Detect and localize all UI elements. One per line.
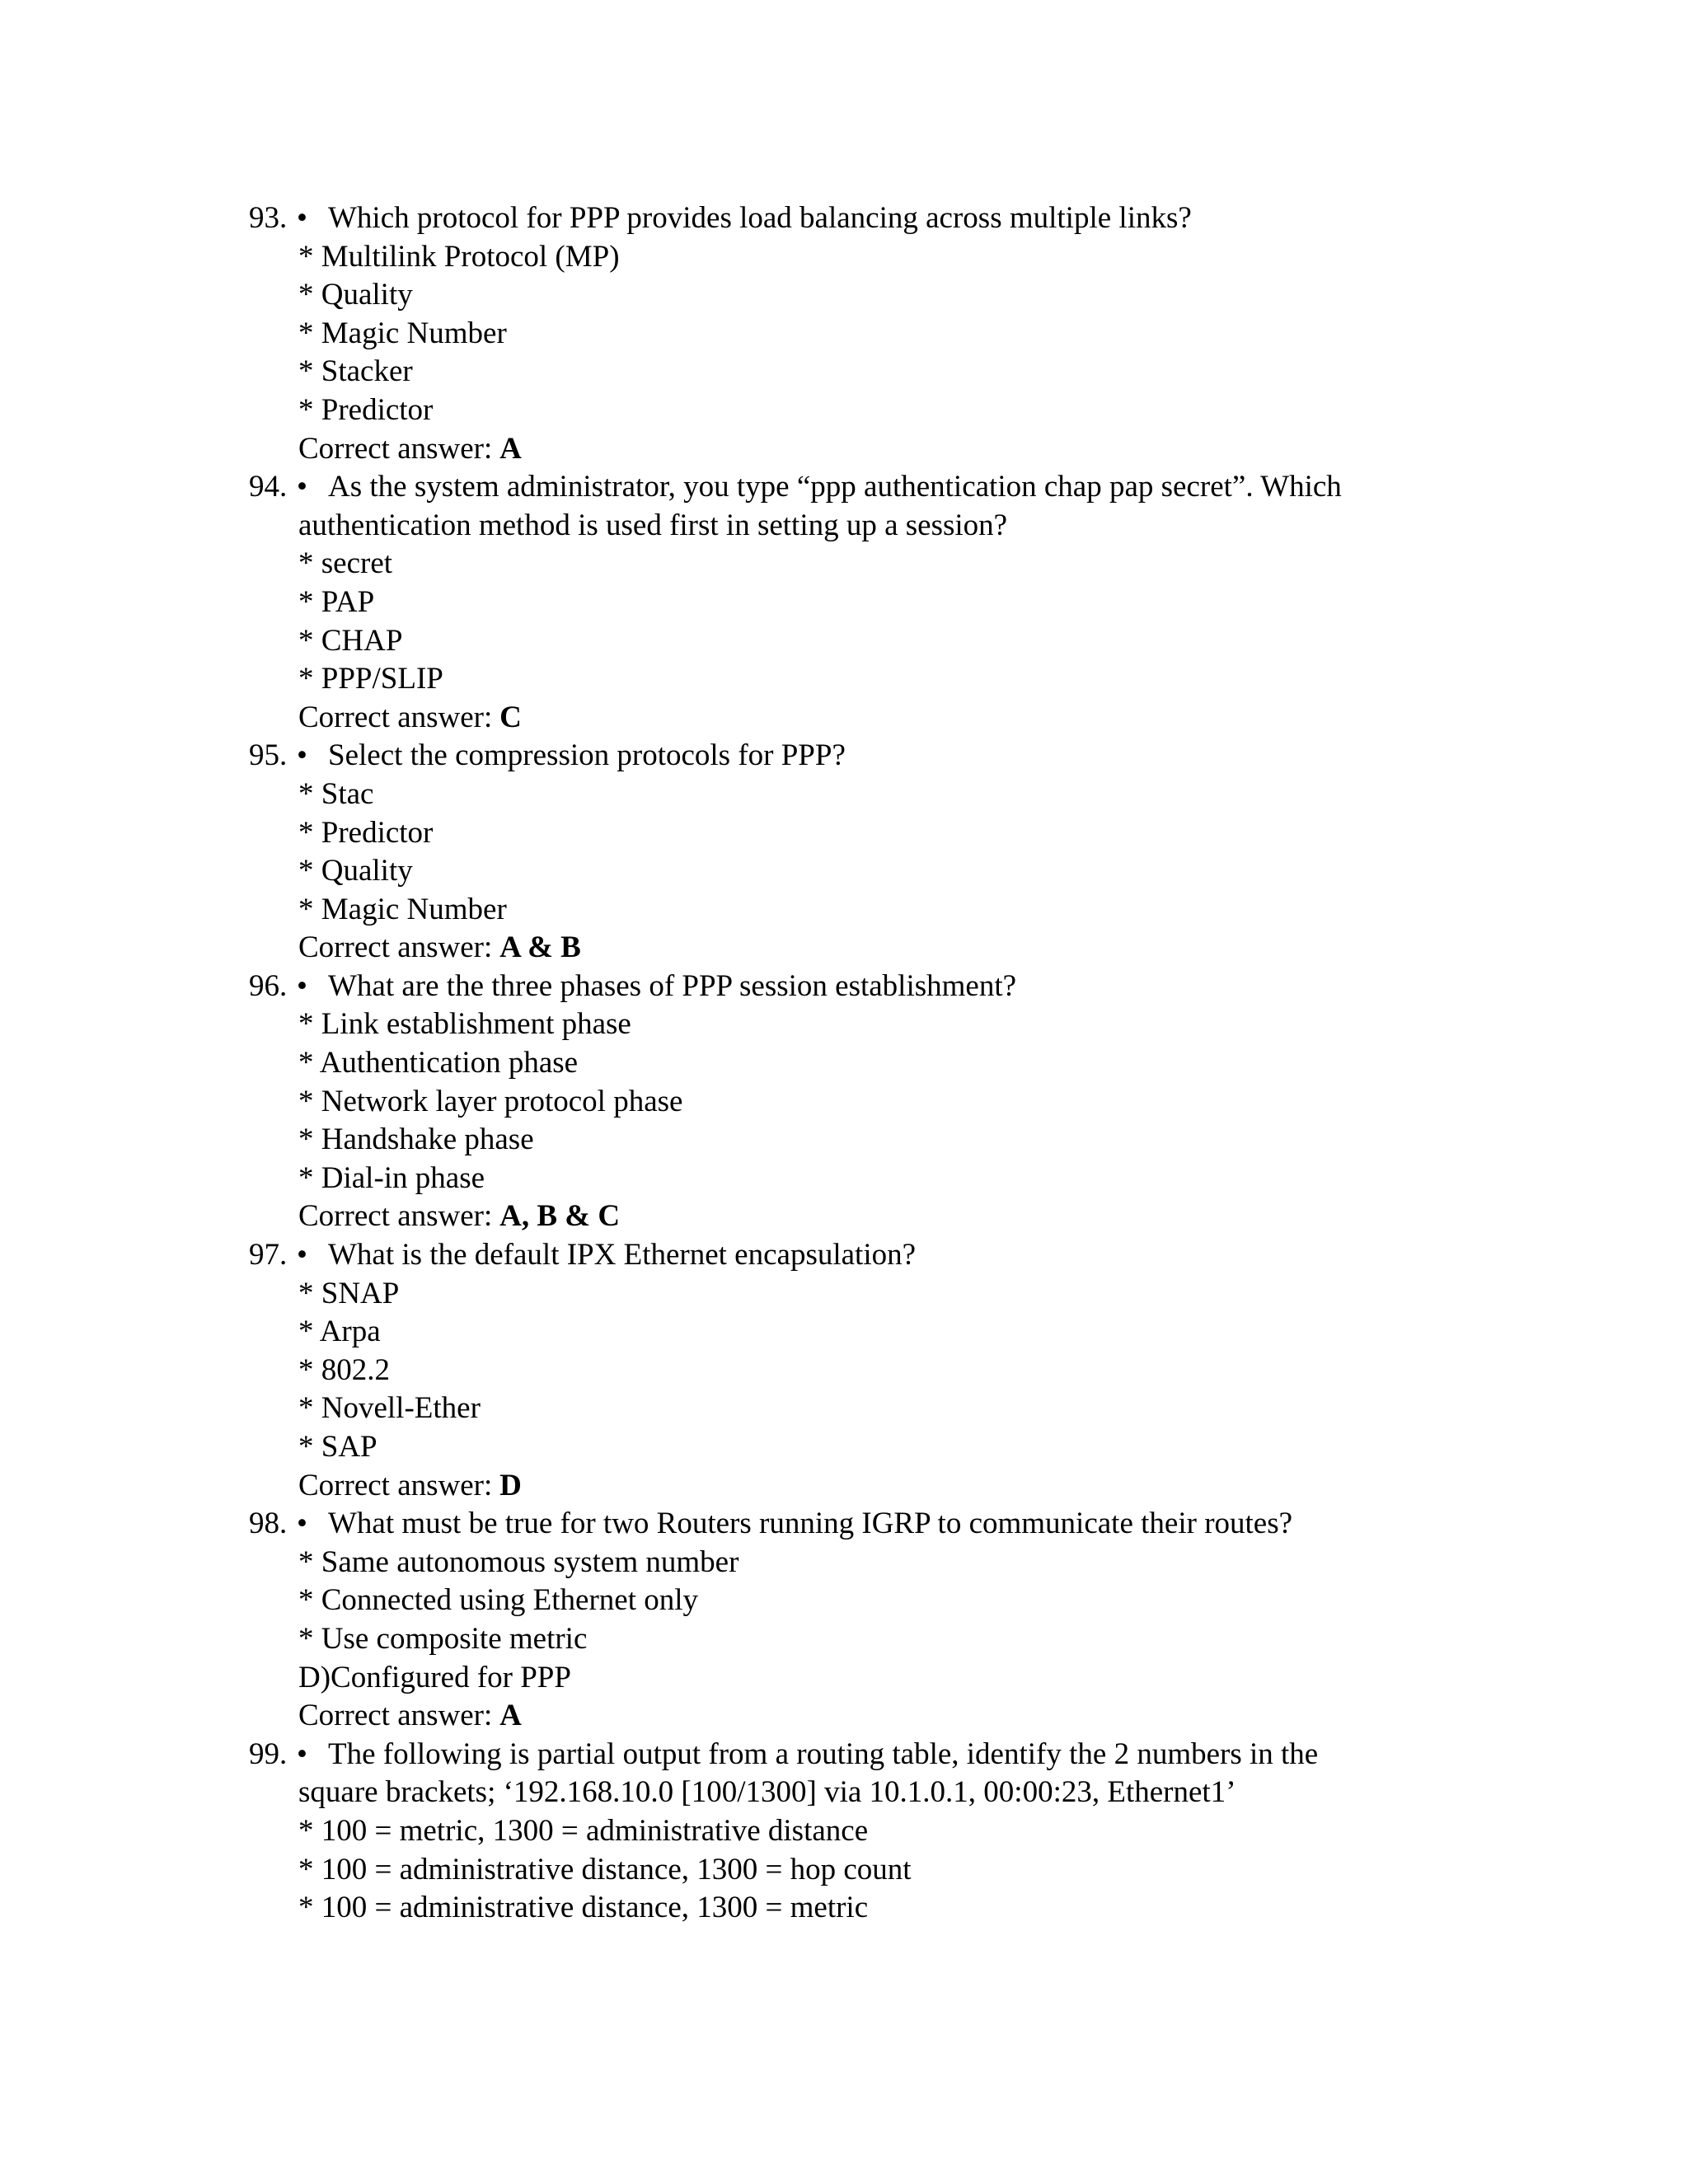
- correct-answer-value: A: [499, 431, 522, 466]
- answer-option: * PPP/SLIP: [298, 662, 443, 696]
- question-text: The following is partial output from a routing table, identify the 2 numbers in the: [328, 1736, 1319, 1771]
- answer-option: * Magic Number: [298, 892, 507, 926]
- correct-answer-line: [0, 430, 1688, 469]
- question-row-93: [0, 199, 1688, 238]
- question-text: Select the compression protocols for PPP?: [328, 738, 846, 773]
- answer-option: * Same autonomous system number: [298, 1544, 739, 1579]
- question-number: 94.: [249, 470, 288, 504]
- question-row-97: [0, 1236, 1688, 1275]
- correct-answer-line: [0, 1197, 1688, 1236]
- correct-answer-label: Correct answer:: [298, 1199, 493, 1234]
- question-number: 93.: [249, 201, 288, 235]
- correct-answer-label: Correct answer:: [298, 930, 493, 965]
- answer-option: * SAP: [298, 1430, 377, 1464]
- question-row-95: [0, 737, 1688, 776]
- answer-option: * PAP: [298, 584, 375, 619]
- correct-answer-value: C: [499, 700, 522, 734]
- question-row-98: [0, 1505, 1688, 1544]
- answer-option: * Stac: [298, 776, 374, 811]
- correct-answer-value: A & B: [499, 930, 581, 965]
- question-row-94: [0, 468, 1688, 507]
- correct-answer-value: A: [499, 1699, 522, 1733]
- answer-option: * SNAP: [298, 1276, 400, 1310]
- correct-answer-line: [0, 699, 1688, 738]
- question-text: Which protocol for PPP provides load balancing across multiple links?: [328, 201, 1192, 235]
- question-number: 95.: [249, 738, 288, 773]
- answer-option: * Multilink Protocol (MP): [298, 239, 620, 274]
- question-text-continued: square brackets; ‘192.168.10.0 [100/1300] via 10.1.0.1, 00:00:23, Ethernet1’: [298, 1775, 1236, 1810]
- question-text: What are the three phases of PPP session establishment?: [328, 968, 1017, 1003]
- bullet-icon: •: [297, 738, 307, 773]
- question-number: 97.: [249, 1238, 288, 1272]
- answer-option: * 802.2: [298, 1352, 390, 1387]
- question-text: What is the default IPX Ethernet encapsulation?: [328, 1238, 917, 1272]
- answer-option: * Arpa: [298, 1315, 381, 1349]
- question-number: 99.: [249, 1736, 288, 1771]
- answer-option: * CHAP: [298, 623, 403, 658]
- question-number: 96.: [249, 968, 288, 1003]
- correct-answer-value: D: [499, 1468, 522, 1502]
- question-text: What must be true for two Routers running IGRP to communicate their routes?: [328, 1507, 1293, 1541]
- answer-option: * 100 = administrative distance, 1300 = metric: [298, 1891, 869, 1925]
- correct-answer-label: Correct answer:: [298, 1699, 493, 1733]
- answer-option: * Magic Number: [298, 316, 507, 350]
- correct-answer-label: Correct answer:: [298, 700, 493, 734]
- bullet-icon: •: [297, 968, 307, 1003]
- answer-option: * 100 = metric, 1300 = administrative distance: [298, 1813, 869, 1848]
- question-number: 98.: [249, 1507, 288, 1541]
- correct-answer-value: A, B & C: [499, 1199, 621, 1234]
- question-text-continued: authentication method is used first in setting up a session?: [298, 508, 1008, 542]
- question-text: As the system administrator, you type “ppp authentication chap pap secret”. Which: [328, 470, 1342, 504]
- answer-option: * Network layer protocol phase: [298, 1084, 683, 1118]
- question-list: [0, 199, 1688, 1928]
- answer-option: * Predictor: [298, 815, 434, 850]
- answer-option: * secret: [298, 546, 393, 581]
- answer-option: * Link establishment phase: [298, 1007, 631, 1042]
- bullet-icon: •: [297, 1507, 307, 1541]
- answer-option: D)Configured for PPP: [298, 1660, 571, 1694]
- answer-option: * Handshake phase: [298, 1122, 534, 1157]
- answer-option: * Stacker: [298, 354, 413, 389]
- answer-option: * Novell-Ether: [298, 1391, 481, 1426]
- question-row-99: [0, 1736, 1688, 1774]
- answer-option: * Quality: [298, 278, 413, 312]
- correct-answer-label: Correct answer:: [298, 431, 493, 466]
- answer-option: * Authentication phase: [298, 1046, 579, 1080]
- question-row-96: [0, 968, 1688, 1006]
- correct-answer-line: [0, 1467, 1688, 1506]
- correct-answer-line: [0, 1697, 1688, 1736]
- bullet-icon: •: [297, 1736, 307, 1771]
- answer-option: * Use composite metric: [298, 1621, 588, 1656]
- correct-answer-line: [0, 929, 1688, 968]
- answer-option: * Quality: [298, 854, 413, 888]
- correct-answer-label: Correct answer:: [298, 1468, 493, 1502]
- answer-option: * 100 = administrative distance, 1300 = hop count: [298, 1852, 912, 1886]
- bullet-icon: •: [297, 201, 307, 235]
- answer-option: * Dial-in phase: [298, 1160, 485, 1195]
- answer-option: * Connected using Ethernet only: [298, 1583, 699, 1618]
- bullet-icon: •: [297, 470, 307, 504]
- bullet-icon: •: [297, 1238, 307, 1272]
- answer-option: * Predictor: [298, 392, 434, 427]
